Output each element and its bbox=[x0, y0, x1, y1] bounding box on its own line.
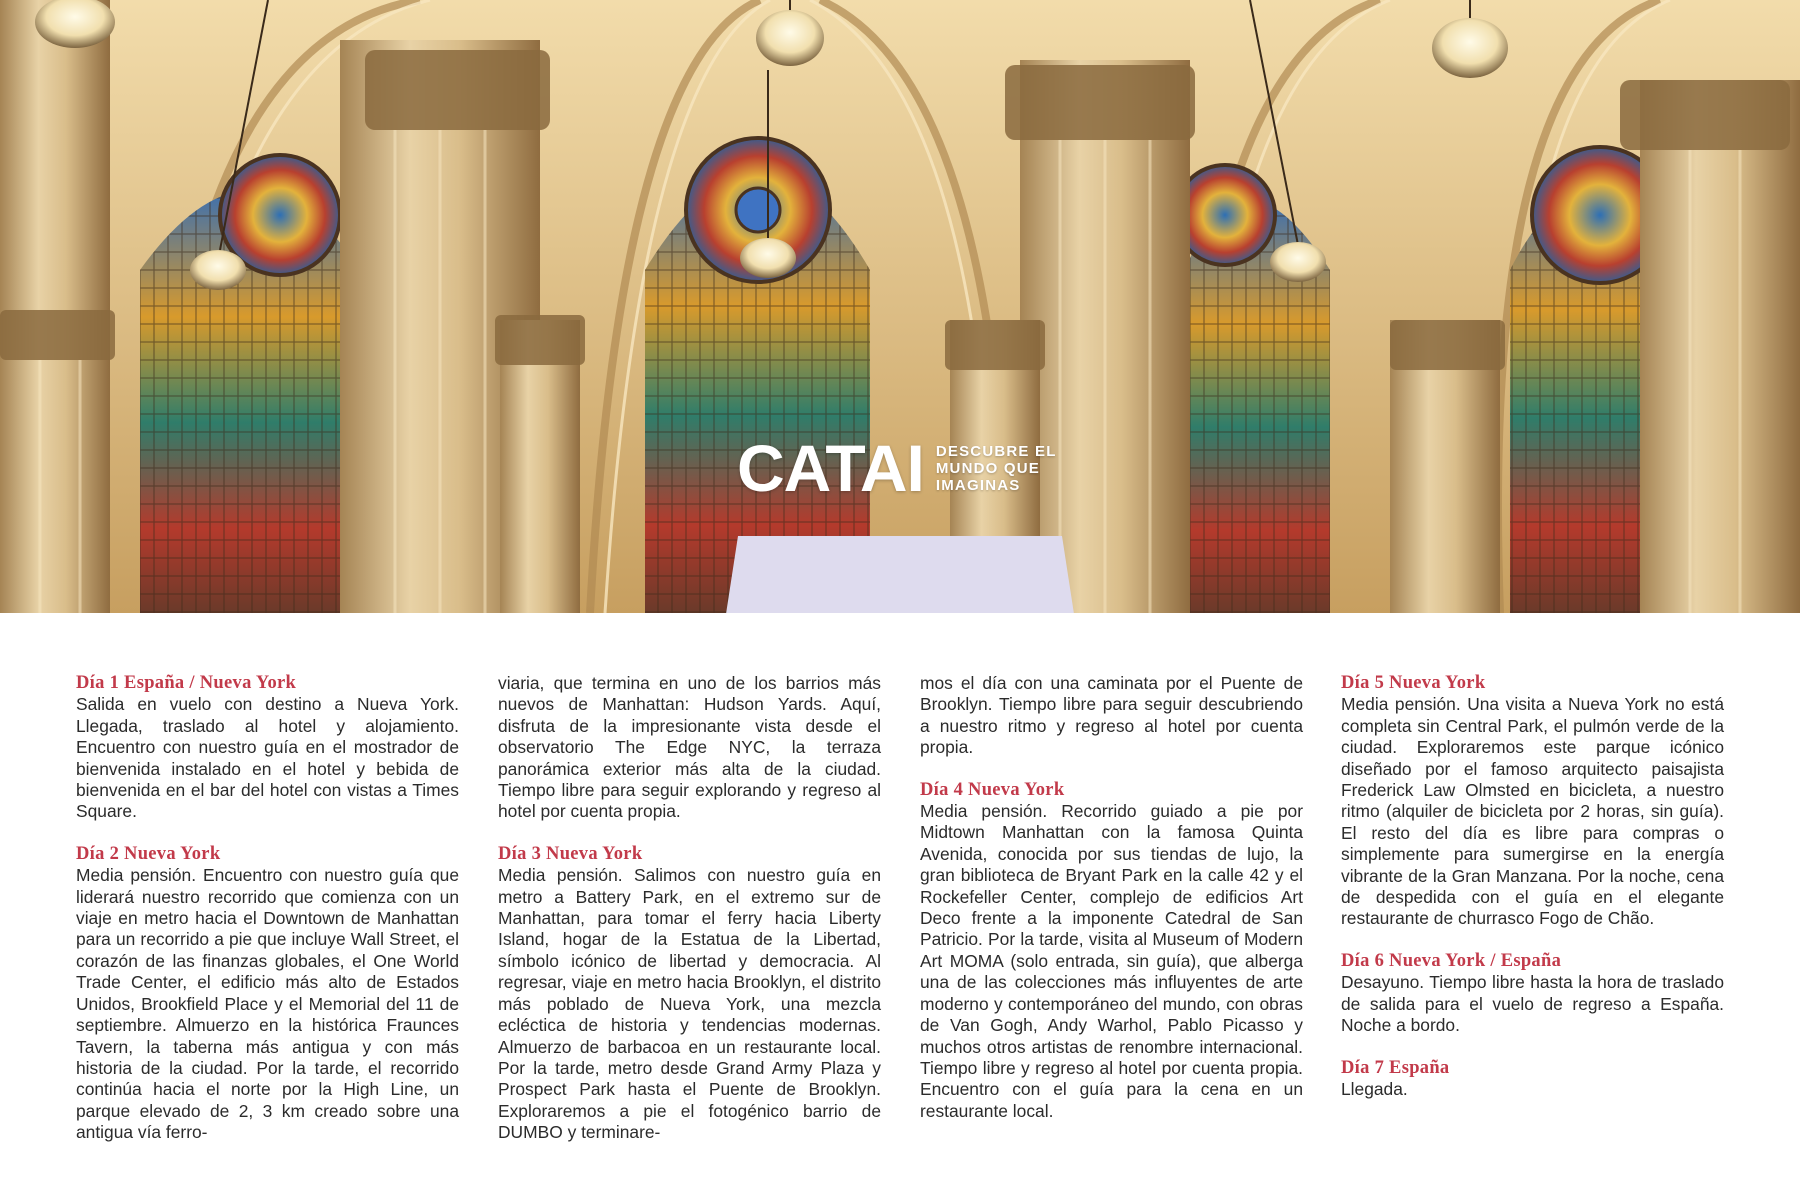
day-4 bbox=[920, 780, 1303, 1123]
text-column-4 bbox=[1341, 673, 1724, 1100]
day-title: Día 1 España / Nueva York bbox=[76, 673, 297, 693]
day-title: Día 3 Nueva York bbox=[498, 843, 643, 864]
day-title: Día 5 Nueva York bbox=[1341, 673, 1486, 693]
catai-logo bbox=[737, 431, 1057, 505]
day-description: Llegada. bbox=[1341, 1078, 1408, 1099]
day-description: Desayuno. Tiempo libre hasta la hora de traslado de salida para el vuelo de regreso a España. Noche a bordo. bbox=[1341, 972, 1724, 1036]
logo-tagline bbox=[936, 443, 1057, 494]
tagline-line-3: IMAGINAS bbox=[935, 476, 1021, 494]
day-title: Día 2 Nueva York bbox=[76, 843, 221, 864]
day-title: Día 7 España bbox=[1341, 1057, 1450, 1078]
day-7 bbox=[1341, 1058, 1724, 1101]
day-description: Media pensión. Una visita a Nueva York no está completa sin Central Park, el pulmón verde de la ciudad. Exploraremos este parque icónico diseñado por el famoso arquitecto paisajista Frederick Law Olmsted en bicicleta, a nuestro ritmo (alquiler de bicicleta por 2 horas, sin guía). El resto del día es libre para compras o simplemente para sumergirse en la energía vibrante de la Gran Manzana. Por la noche, cena de despedida con el guía en el elegante restaurante de churrasco Fogo de Chão. bbox=[1341, 694, 1724, 929]
tagline-line-2: MUNDO QUE bbox=[935, 459, 1040, 477]
day-2 bbox=[76, 844, 459, 1144]
logo-wordmark: CATAI bbox=[737, 431, 924, 505]
day-description-continued: mos el día con una caminata por el Puente de Brooklyn. Tiempo libre para seguir descubriendo a nuestro ritmo y regreso al hotel por cuenta propia. bbox=[920, 673, 1303, 758]
day-3 bbox=[498, 844, 881, 1144]
day-description: Media pensión. Encuentro con nuestro guía que liderará nuestro recorrido que comienza con un viaje en metro hacia el Downtown de Manhattan para un recorrido a pie que incluye Wall Street, el corazón de las finanzas globales, el One World Trade Center, el edificio más alto de Estados Unidos, Brookfield Place y el Memorial del 11 de septiembre. Almuerzo en la histórica Fraunces Tavern, la taberna más antigua y con más historia de la ciudad. Por la tarde, el recorrido continúa hacia el norte por la High Line, un parque elevado de 2, 3 km creado sobre una antigua vía ferro- bbox=[76, 865, 459, 1143]
day-5 bbox=[1341, 673, 1724, 930]
text-column-2 bbox=[498, 673, 881, 1144]
day-2-continued bbox=[498, 673, 881, 823]
day-description-continued: viaria, que termina en uno de los barrios más nuevos de Manhattan: Hudson Yards. Aquí, disfruta de la impresionante vista desde el observatorio The Edge NYC, la terraza panorámica exterior más alta de la ciudad. Tiempo libre para seguir explorando y regreso al hotel por cuenta propia. bbox=[498, 673, 881, 822]
day-3-continued bbox=[920, 673, 1303, 759]
day-description: Media pensión. Recorrido guiado a pie por Midtown Manhattan con la famosa Quinta Avenida, conocida por sus tiendas de lujo, la gran biblioteca de Bryant Park en la calle 42 y el Rockefeller Center, complejo de edificios Art Deco frente a la imponente Catedral de San Patricio. Por la tarde, visita al Museum of Modern Art MOMA (solo entrada, sin guía), que alberga una de las colecciones más influyentes de arte moderno y contemporáneo del mundo, con obras de Van Gogh, Andy Warhol, Pablo Picasso y muchos otros artistas de renombre internacional. Tiempo libre y regreso al hotel por cuenta propia. Encuentro con el guía para la cena en un restaurante local. bbox=[920, 801, 1303, 1121]
day-title: Día 4 Nueva York bbox=[920, 779, 1065, 800]
decorative-tab bbox=[726, 536, 1074, 613]
day-description: Media pensión. Salimos con nuestro guía en metro a Battery Park, en el extremo sur de Manhattan, para tomar el ferry hacia Liberty Island, hogar de la Estatua de la Libertad, símbolo icónico de libertad y democracia. Al regresar, viaje en metro hacia Brooklyn, el distrito más poblado de Nueva York, una mezcla ecléctica de historia y tendencias modernas. Almuerzo de barbacoa en un restaurante local. Por la tarde, metro desde Grand Army Plaza y Prospect Park hasta el Puente de Brooklyn. Exploraremos a pie el fotogénico barrio de DUMBO y terminare- bbox=[498, 865, 881, 1143]
tagline-line-1: DESCUBRE EL bbox=[935, 442, 1057, 460]
day-6 bbox=[1341, 951, 1724, 1037]
day-title: Día 6 Nueva York / España bbox=[1341, 950, 1562, 971]
day-1 bbox=[76, 673, 459, 823]
text-column-3 bbox=[920, 673, 1303, 1122]
text-column-1 bbox=[76, 673, 459, 1144]
day-description: Salida en vuelo con destino a Nueva York. Llegada, traslado al hotel y alojamiento. Encuentro con nuestro guía en el mostrador de bienvenida instalado en el hotel y bebida de bienvenida en el bar del hotel con vistas a Times Square. bbox=[76, 694, 459, 822]
